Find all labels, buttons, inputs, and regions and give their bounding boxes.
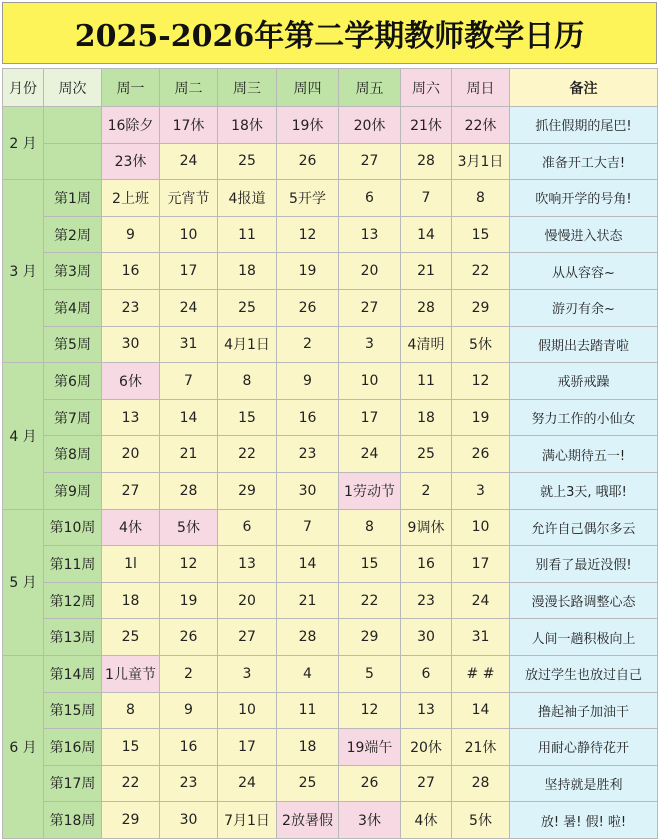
day-cell: 17 [160, 253, 218, 290]
day-cell: 24 [339, 436, 401, 473]
day-cell: 21休 [401, 107, 452, 144]
day-cell: 元宵节 [160, 180, 218, 217]
day-cell: 11 [401, 363, 452, 400]
day-cell: 2 [160, 655, 218, 692]
day-cell: 21 [277, 582, 339, 619]
header-mon: 周一 [102, 69, 160, 107]
day-cell: 4月1日 [218, 326, 277, 363]
day-cell: 5 [339, 655, 401, 692]
day-cell: 10 [160, 216, 218, 253]
day-cell: 9 [277, 363, 339, 400]
day-cell: 17 [452, 546, 510, 583]
week-label: 第3周 [44, 253, 102, 290]
note-cell: 满心期待五一! [510, 436, 658, 473]
day-cell: 30 [160, 802, 218, 839]
week-label [44, 143, 102, 180]
day-cell: 15 [452, 216, 510, 253]
day-cell: 8 [339, 509, 401, 546]
day-cell: 20 [339, 253, 401, 290]
day-cell: 14 [277, 546, 339, 583]
day-cell: 18休 [218, 107, 277, 144]
note-cell: 允许自己偶尔多云 [510, 509, 658, 546]
month-label: 5 月 [3, 509, 44, 655]
day-cell: 26 [160, 619, 218, 656]
day-cell: 19休 [277, 107, 339, 144]
week-row [3, 289, 658, 326]
day-cell: 31 [452, 619, 510, 656]
day-cell: 8 [452, 180, 510, 217]
week-label: 第8周 [44, 436, 102, 473]
day-cell: 17 [218, 729, 277, 766]
day-cell: 3 [452, 472, 510, 509]
day-cell: 12 [277, 216, 339, 253]
day-cell: 26 [452, 436, 510, 473]
note-cell: 从从容容~ [510, 253, 658, 290]
day-cell: 18 [102, 582, 160, 619]
day-cell: 18 [277, 729, 339, 766]
week-row [3, 765, 658, 802]
day-cell: 23 [401, 582, 452, 619]
week-label [44, 107, 102, 144]
day-cell: 7 [277, 509, 339, 546]
week-label: 第1周 [44, 180, 102, 217]
header-fri: 周五 [339, 69, 401, 107]
note-cell: 用耐心静待花开 [510, 729, 658, 766]
day-cell: 16 [160, 729, 218, 766]
day-cell: 25 [277, 765, 339, 802]
day-cell: 25 [218, 289, 277, 326]
day-cell: 30 [277, 472, 339, 509]
day-cell: 15 [102, 729, 160, 766]
week-row [3, 582, 658, 619]
week-row [3, 802, 658, 839]
day-cell: 27 [218, 619, 277, 656]
week-row [3, 546, 658, 583]
day-cell: 13 [339, 216, 401, 253]
header-tue: 周二 [160, 69, 218, 107]
week-label: 第18周 [44, 802, 102, 839]
day-cell: 8 [102, 692, 160, 729]
day-cell: 29 [452, 289, 510, 326]
month-label: 4 月 [3, 363, 44, 509]
day-cell: 24 [160, 289, 218, 326]
week-row [3, 180, 658, 217]
calendar-body [3, 107, 658, 839]
day-cell: 29 [218, 472, 277, 509]
day-cell: 28 [401, 143, 452, 180]
week-label: 第13周 [44, 619, 102, 656]
day-cell: 25 [102, 619, 160, 656]
day-cell: 31 [160, 326, 218, 363]
week-label: 第15周 [44, 692, 102, 729]
note-cell: 努力工作的小仙女 [510, 399, 658, 436]
day-cell: 22 [452, 253, 510, 290]
day-cell: 4清明 [401, 326, 452, 363]
week-row [3, 363, 658, 400]
day-cell: 18 [401, 399, 452, 436]
day-cell: 9 [102, 216, 160, 253]
header-row [3, 69, 658, 107]
week-label: 第10周 [44, 509, 102, 546]
day-cell: 18 [218, 253, 277, 290]
week-row [3, 436, 658, 473]
day-cell: 3 [218, 655, 277, 692]
day-cell: 6 [339, 180, 401, 217]
page-title: 2025-2026年第二学期教师教学日历 [2, 2, 657, 64]
day-cell: 5休 [452, 326, 510, 363]
header-month: 月份 [3, 69, 44, 107]
day-cell: 12 [339, 692, 401, 729]
header-thu: 周四 [277, 69, 339, 107]
header-sat: 周六 [401, 69, 452, 107]
day-cell: 27 [102, 472, 160, 509]
note-cell: 假期出去踏青啦 [510, 326, 658, 363]
day-cell: 19 [160, 582, 218, 619]
day-cell: 23 [102, 289, 160, 326]
week-label: 第14周 [44, 655, 102, 692]
day-cell: 16 [277, 399, 339, 436]
day-cell: 13 [218, 546, 277, 583]
day-cell: 29 [102, 802, 160, 839]
day-cell: 5开学 [277, 180, 339, 217]
day-cell: 26 [277, 289, 339, 326]
week-label: 第12周 [44, 582, 102, 619]
day-cell: 4 [277, 655, 339, 692]
note-cell: 抓住假期的尾巴! [510, 107, 658, 144]
day-cell: 20休 [401, 729, 452, 766]
day-cell: 1儿童节 [102, 655, 160, 692]
day-cell: 26 [339, 765, 401, 802]
day-cell: 20 [102, 436, 160, 473]
day-cell: 30 [401, 619, 452, 656]
calendar-table [2, 68, 658, 839]
day-cell: 2 [277, 326, 339, 363]
day-cell: 9 [160, 692, 218, 729]
day-cell: 21 [401, 253, 452, 290]
note-cell: 别看了最近没假! [510, 546, 658, 583]
day-cell: 15 [218, 399, 277, 436]
day-cell: 10 [218, 692, 277, 729]
day-cell: 28 [277, 619, 339, 656]
header-note: 备注 [510, 69, 658, 107]
week-label: 第6周 [44, 363, 102, 400]
day-cell: 1劳动节 [339, 472, 401, 509]
day-cell: 6休 [102, 363, 160, 400]
month-label: 6 月 [3, 655, 44, 838]
day-cell: 3 [339, 326, 401, 363]
day-cell: 4休 [401, 802, 452, 839]
day-cell: 23休 [102, 143, 160, 180]
week-label: 第16周 [44, 729, 102, 766]
week-row [3, 472, 658, 509]
day-cell: 29 [339, 619, 401, 656]
day-cell: 5休 [452, 802, 510, 839]
day-cell: 2上班 [102, 180, 160, 217]
week-row [3, 143, 658, 180]
day-cell: 21 [160, 436, 218, 473]
week-label: 第11周 [44, 546, 102, 583]
day-cell: 27 [401, 765, 452, 802]
week-row [3, 399, 658, 436]
day-cell: 20休 [339, 107, 401, 144]
day-cell: 22 [102, 765, 160, 802]
day-cell: 19端午 [339, 729, 401, 766]
day-cell: 11 [277, 692, 339, 729]
day-cell: 12 [452, 363, 510, 400]
day-cell: 7月1日 [218, 802, 277, 839]
day-cell: 6 [401, 655, 452, 692]
note-cell: 放! 暑! 假! 啦! [510, 802, 658, 839]
note-cell: 撸起袖子加油干 [510, 692, 658, 729]
day-cell: 8 [218, 363, 277, 400]
day-cell: 3月1日 [452, 143, 510, 180]
day-cell: 7 [401, 180, 452, 217]
day-cell: 26 [277, 143, 339, 180]
day-cell: 27 [339, 143, 401, 180]
month-label: 2 月 [3, 107, 44, 180]
week-row [3, 216, 658, 253]
day-cell: 28 [452, 765, 510, 802]
week-label: 第17周 [44, 765, 102, 802]
week-row [3, 326, 658, 363]
day-cell: 1l [102, 546, 160, 583]
header-wed: 周三 [218, 69, 277, 107]
day-cell: 23 [277, 436, 339, 473]
week-label: 第5周 [44, 326, 102, 363]
day-cell: 25 [401, 436, 452, 473]
day-cell: 6 [218, 509, 277, 546]
week-row [3, 253, 658, 290]
note-cell: 漫漫长路调整心态 [510, 582, 658, 619]
week-label: 第4周 [44, 289, 102, 326]
note-cell: 吹响开学的号角! [510, 180, 658, 217]
day-cell: 10 [452, 509, 510, 546]
month-label: 3 月 [3, 180, 44, 363]
week-row [3, 655, 658, 692]
day-cell: 7 [160, 363, 218, 400]
week-row [3, 619, 658, 656]
day-cell: 24 [218, 765, 277, 802]
day-cell: 2 [401, 472, 452, 509]
day-cell: 22 [218, 436, 277, 473]
day-cell: 17 [339, 399, 401, 436]
note-cell: 坚持就是胜利 [510, 765, 658, 802]
day-cell: 24 [160, 143, 218, 180]
day-cell: 19 [452, 399, 510, 436]
note-cell: 戒骄戒躁 [510, 363, 658, 400]
day-cell: 9调休 [401, 509, 452, 546]
day-cell: 2放暑假 [277, 802, 339, 839]
day-cell: 10 [339, 363, 401, 400]
day-cell: 27 [339, 289, 401, 326]
day-cell: 13 [401, 692, 452, 729]
day-cell: 19 [277, 253, 339, 290]
day-cell: 14 [160, 399, 218, 436]
day-cell: 16除夕 [102, 107, 160, 144]
day-cell: 22休 [452, 107, 510, 144]
day-cell: 11 [218, 216, 277, 253]
day-cell: 15 [339, 546, 401, 583]
week-row [3, 107, 658, 144]
day-cell: 24 [452, 582, 510, 619]
day-cell: 13 [102, 399, 160, 436]
note-cell: 慢慢进入状态 [510, 216, 658, 253]
note-cell: 放过学生也放过自己 [510, 655, 658, 692]
day-cell: 4报道 [218, 180, 277, 217]
header-week: 周次 [44, 69, 102, 107]
day-cell: # # [452, 655, 510, 692]
note-cell: 就上3天, 哦耶! [510, 472, 658, 509]
week-label: 第7周 [44, 399, 102, 436]
day-cell: 22 [339, 582, 401, 619]
day-cell: 17休 [160, 107, 218, 144]
day-cell: 14 [452, 692, 510, 729]
week-row [3, 729, 658, 766]
day-cell: 20 [218, 582, 277, 619]
day-cell: 28 [401, 289, 452, 326]
note-cell: 游刃有余~ [510, 289, 658, 326]
day-cell: 21休 [452, 729, 510, 766]
day-cell: 12 [160, 546, 218, 583]
day-cell: 28 [160, 472, 218, 509]
day-cell: 16 [102, 253, 160, 290]
day-cell: 16 [401, 546, 452, 583]
day-cell: 3休 [339, 802, 401, 839]
note-cell: 准备开工大吉! [510, 143, 658, 180]
week-row [3, 509, 658, 546]
day-cell: 5休 [160, 509, 218, 546]
day-cell: 23 [160, 765, 218, 802]
header-sun: 周日 [452, 69, 510, 107]
note-cell: 人间一趟积极向上 [510, 619, 658, 656]
day-cell: 25 [218, 143, 277, 180]
week-label: 第9周 [44, 472, 102, 509]
day-cell: 14 [401, 216, 452, 253]
week-row [3, 692, 658, 729]
day-cell: 4休 [102, 509, 160, 546]
day-cell: 30 [102, 326, 160, 363]
week-label: 第2周 [44, 216, 102, 253]
